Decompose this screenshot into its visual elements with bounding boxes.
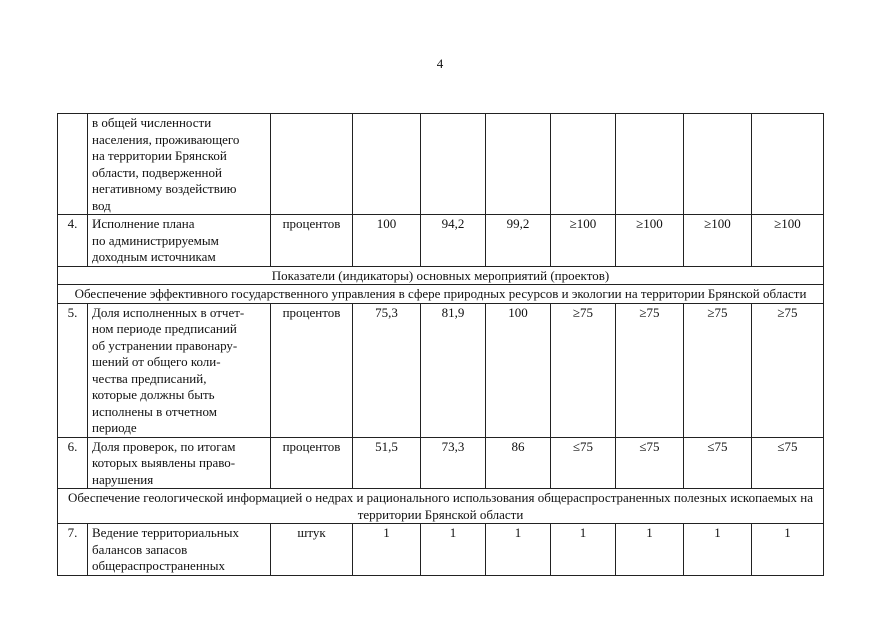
indicator-name-line: Доля исполненных в отчет- xyxy=(92,304,245,320)
table-row xyxy=(58,114,824,215)
value-cell: 1 xyxy=(684,524,752,576)
indicator-name-line: населения, проживающего xyxy=(92,131,240,147)
value-cell: 73,3 xyxy=(421,437,486,489)
indicator-name-line: негативному воздействию xyxy=(92,181,237,196)
indicator-name-line: ном периоде предписаний xyxy=(92,321,237,336)
value-cell: 1 xyxy=(616,524,684,576)
value-cell: ≤75 xyxy=(752,437,824,489)
value-cell: ≤75 xyxy=(616,437,684,489)
indicator-name-line: шений от общего коли- xyxy=(92,354,221,369)
indicator-name-line: об устранении правонару- xyxy=(92,337,238,353)
indicator-name-line: нарушения xyxy=(92,471,154,487)
value-cell: 75,3 xyxy=(353,303,421,437)
indicator-name-line: по администрируемым xyxy=(92,232,219,248)
indicator-name-line: периоде xyxy=(92,420,137,435)
row-number: 4. xyxy=(58,215,88,267)
value-cell: ≥75 xyxy=(684,303,752,437)
table-body xyxy=(58,114,824,576)
indicator-name xyxy=(88,114,271,215)
indicator-name xyxy=(88,303,271,437)
indicator-name xyxy=(88,215,271,267)
value-cell: ≥100 xyxy=(684,215,752,267)
value-cell: 99,2 xyxy=(486,215,551,267)
section-header-row xyxy=(58,285,824,304)
value-cell: 51,5 xyxy=(353,437,421,489)
unit-cell: процентов xyxy=(271,215,353,267)
value-cell: ≥100 xyxy=(752,215,824,267)
value-cell: ≤75 xyxy=(551,437,616,489)
row-number: 5. xyxy=(58,303,88,437)
indicator-name xyxy=(88,437,271,489)
section-header: Обеспечение эффективного государственного управления в сфере природных ресурсов и экологии на территории Брянской области xyxy=(58,285,824,304)
value-cell: ≥75 xyxy=(551,303,616,437)
page-number: 4 xyxy=(436,56,444,71)
indicator-name-line: чества предписаний, xyxy=(92,370,207,386)
indicators-table xyxy=(57,113,824,576)
value-cell: 100 xyxy=(486,303,551,437)
value-cell: 1 xyxy=(353,524,421,576)
value-cell: 86 xyxy=(486,437,551,489)
indicator-name-line: в общей численности xyxy=(92,115,212,130)
table-row xyxy=(58,437,824,489)
value-cell: 94,2 xyxy=(421,215,486,267)
table-row xyxy=(58,303,824,437)
section-header-row xyxy=(58,266,824,285)
row-number: 6. xyxy=(58,437,88,489)
row-number xyxy=(58,114,88,215)
value-cell: 1 xyxy=(421,524,486,576)
unit-cell: штук xyxy=(271,524,353,576)
indicator-name-line: Ведение территориальных xyxy=(92,525,239,540)
indicator-name-line: области, подверженной xyxy=(92,164,222,180)
value-cell: ≥75 xyxy=(616,303,684,437)
indicator-name-line: Исполнение плана xyxy=(92,216,195,231)
value-cell xyxy=(421,114,486,215)
indicator-name-line: доходным источникам xyxy=(92,249,216,264)
row-number: 7. xyxy=(58,524,88,576)
value-cell: ≥100 xyxy=(551,215,616,267)
unit-cell: процентов xyxy=(271,303,353,437)
value-cell: 100 xyxy=(353,215,421,267)
value-cell xyxy=(616,114,684,215)
table-row xyxy=(58,524,824,576)
value-cell: 1 xyxy=(752,524,824,576)
indicator-name-line: которых выявлены право- xyxy=(92,455,236,470)
value-cell xyxy=(752,114,824,215)
indicator-name-line: которые должны быть xyxy=(92,387,215,402)
indicator-name-line: Доля проверок, по итогам xyxy=(92,438,236,454)
value-cell: ≤75 xyxy=(684,437,752,489)
value-cell xyxy=(486,114,551,215)
value-cell: ≥100 xyxy=(616,215,684,267)
indicator-name-line: исполнены в отчетном xyxy=(92,403,217,419)
indicator-name-line: балансов запасов xyxy=(92,541,188,557)
indicator-name-line: на территории Брянской xyxy=(92,148,227,163)
unit-cell xyxy=(271,114,353,215)
section-header-row xyxy=(58,489,824,524)
value-cell xyxy=(684,114,752,215)
value-cell: ≥75 xyxy=(752,303,824,437)
indicator-name xyxy=(88,524,271,576)
value-cell: 81,9 xyxy=(421,303,486,437)
indicator-name-line: вод xyxy=(92,197,111,213)
table-row xyxy=(58,215,824,267)
section-header: Обеспечение геологической информацией о недрах и рационального использования общераспространенных полезных ископаемых на территории Брянской области xyxy=(58,489,824,524)
section-header: Показатели (индикаторы) основных мероприятий (проектов) xyxy=(58,266,824,285)
value-cell: 1 xyxy=(551,524,616,576)
unit-cell: процентов xyxy=(271,437,353,489)
value-cell xyxy=(353,114,421,215)
value-cell: 1 xyxy=(486,524,551,576)
value-cell xyxy=(551,114,616,215)
indicator-name-line: общераспространенных xyxy=(92,558,225,573)
